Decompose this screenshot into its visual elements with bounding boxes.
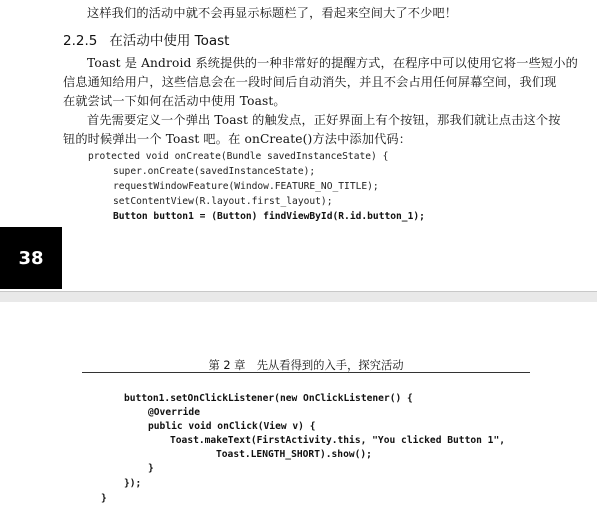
chapter-header: 第 2 章 先从看得到的入手，探究活动 bbox=[208, 359, 404, 372]
code-line: requestWindowFeature(Window.FEATURE_NO_TITLE); bbox=[113, 181, 379, 192]
code-line: protected void onCreate(Bundle savedInstanceState) { bbox=[88, 151, 389, 162]
paragraph-line: 首先需要定义一个弹出 Toast 的触发点，正好界面上有个按钮，那我们就让点击这个按 bbox=[87, 113, 561, 127]
code-line: Toast.LENGTH_SHORT).show(); bbox=[216, 449, 372, 460]
code-line: Toast.makeText(FirstActivity.this, "You clicked Button 1", bbox=[170, 435, 506, 446]
paragraph-line: 信息通知给用户，这些信息会在一段时间后自动消失，并且不会占用任何屏幕空间，我们现 bbox=[63, 75, 557, 89]
code-line: super.onCreate(savedInstanceState); bbox=[113, 166, 316, 177]
section-heading bbox=[63, 29, 229, 49]
code-line: button1.setOnClickListener(new OnClickListener() { bbox=[124, 393, 413, 404]
code-line: } bbox=[148, 463, 154, 474]
section-number: 2.2.5 bbox=[63, 33, 98, 49]
code-line: @Override bbox=[148, 407, 200, 418]
paragraph-line: 在就尝试一下如何在活动中使用 Toast。 bbox=[63, 94, 286, 108]
section-title: 在活动中使用 Toast bbox=[109, 33, 230, 49]
intro-line: 这样我们的活动中就不会再显示标题栏了，看起来空间大了不少吧！ bbox=[87, 6, 458, 20]
page-number-tab bbox=[0, 227, 62, 289]
paragraph-line: Toast 是 Android 系统提供的一种非常好的提醒方式，在程序中可以使用它将一些短小的 bbox=[87, 56, 578, 70]
paragraph-line: 钮的时候弹出一个 Toast 吧。在 onCreate()方法中添加代码： bbox=[63, 132, 412, 146]
code-line-highlighted: Button button1 = (Button) findViewById(R.id.button_1); bbox=[113, 211, 425, 222]
code-line: }); bbox=[124, 478, 142, 489]
code-line: public void onClick(View v) { bbox=[148, 421, 316, 432]
code-line: setContentView(R.layout.first_layout); bbox=[113, 196, 333, 207]
header-rule bbox=[82, 372, 530, 373]
page-number: 38 bbox=[18, 247, 44, 269]
book-page-bottom bbox=[0, 302, 597, 511]
code-line: } bbox=[101, 493, 107, 504]
